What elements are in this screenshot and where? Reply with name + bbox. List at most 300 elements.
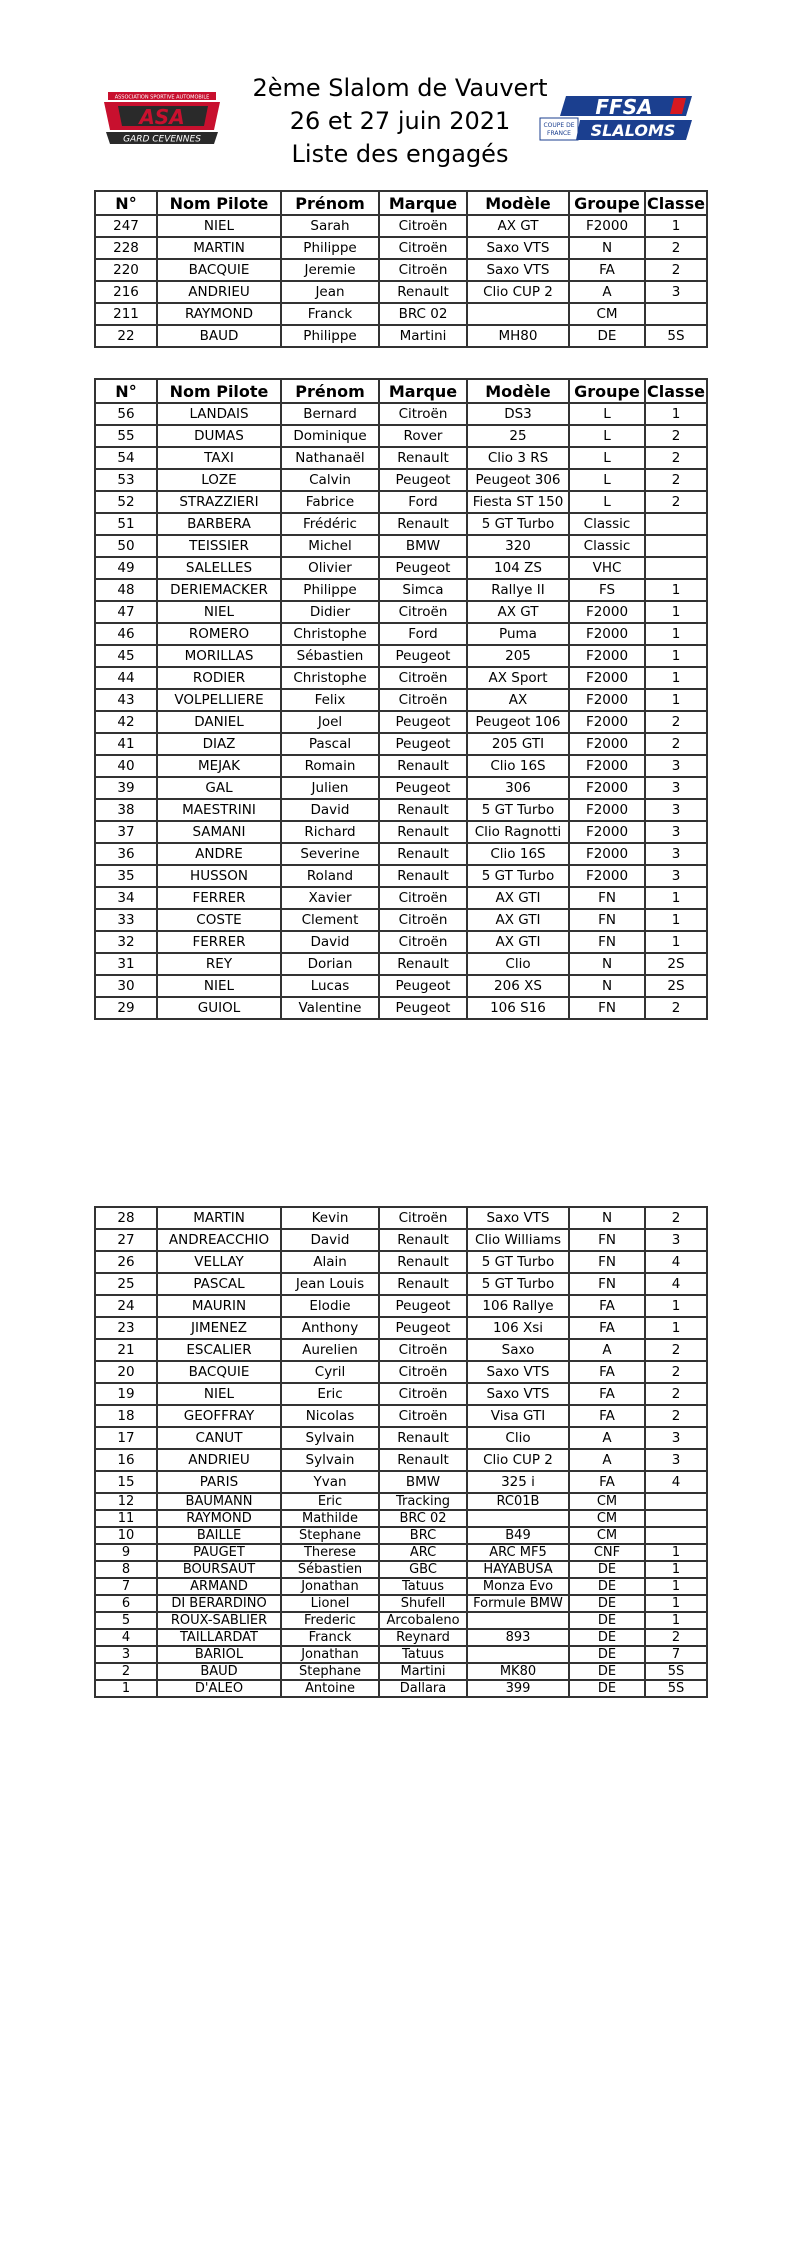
cell-nom-pilote: MAESTRINI [157, 799, 281, 821]
cell-modele: Monza Evo [467, 1578, 569, 1595]
cell-marque: Martini [379, 325, 467, 347]
cell-classe: 2S [645, 953, 707, 975]
cell-prenom: Valentine [281, 997, 379, 1019]
cell-modele: AX GT [467, 601, 569, 623]
cell-modele: Clio CUP 2 [467, 281, 569, 303]
cell-number: 37 [95, 821, 157, 843]
cell-classe: 3 [645, 1427, 707, 1449]
cell-groupe: FN [569, 1229, 645, 1251]
cell-classe: 2 [645, 1383, 707, 1405]
cell-classe: 1 [645, 1612, 707, 1629]
cell-prenom: Alain [281, 1251, 379, 1273]
cell-groupe: CM [569, 1493, 645, 1510]
cell-marque: Tatuus [379, 1646, 467, 1663]
cell-groupe: F2000 [569, 843, 645, 865]
table-row [95, 1527, 707, 1544]
cell-marque: Citroën [379, 1383, 467, 1405]
cell-groupe: DE [569, 1646, 645, 1663]
cell-number: 46 [95, 623, 157, 645]
cell-classe: 3 [645, 1229, 707, 1251]
cell-groupe: F2000 [569, 601, 645, 623]
cell-groupe: FN [569, 1273, 645, 1295]
cell-classe [645, 513, 707, 535]
cell-marque: Tracking [379, 1493, 467, 1510]
cell-classe [645, 1510, 707, 1527]
cell-classe: 1 [645, 887, 707, 909]
cell-modele: 320 [467, 535, 569, 557]
cell-classe: 2 [645, 711, 707, 733]
table-row [95, 909, 707, 931]
cell-marque: BMW [379, 1471, 467, 1493]
cell-nom-pilote: BAUD [157, 325, 281, 347]
cell-modele: ARC MF5 [467, 1544, 569, 1561]
cell-modele: HAYABUSA [467, 1561, 569, 1578]
table-row [95, 865, 707, 887]
cell-marque: Simca [379, 579, 467, 601]
cell-number: 3 [95, 1646, 157, 1663]
cell-number: 34 [95, 887, 157, 909]
cell-number: 27 [95, 1229, 157, 1251]
entries-table-1 [94, 190, 708, 348]
table-row [95, 777, 707, 799]
table-row [95, 997, 707, 1019]
table-row [95, 887, 707, 909]
table-row [95, 1595, 707, 1612]
cell-nom-pilote: BOURSAUT [157, 1561, 281, 1578]
table-row [95, 1339, 707, 1361]
cell-nom-pilote: CANUT [157, 1427, 281, 1449]
cell-groupe: DE [569, 1629, 645, 1646]
cell-prenom: Eric [281, 1383, 379, 1405]
table-row [95, 755, 707, 777]
cell-groupe: CNF [569, 1544, 645, 1561]
cell-modele: Clio [467, 1427, 569, 1449]
cell-prenom: Philippe [281, 237, 379, 259]
cell-modele: Saxo VTS [467, 259, 569, 281]
table-header-row [95, 379, 707, 403]
cell-number: 4 [95, 1629, 157, 1646]
cell-groupe: L [569, 469, 645, 491]
cell-classe: 2 [645, 1339, 707, 1361]
cell-modele [467, 303, 569, 325]
cell-number: 17 [95, 1427, 157, 1449]
cell-number: 54 [95, 447, 157, 469]
cell-groupe: DE [569, 325, 645, 347]
table-row [95, 645, 707, 667]
cell-marque: Peugeot [379, 997, 467, 1019]
cell-classe [645, 1493, 707, 1510]
cell-nom-pilote: FERRER [157, 931, 281, 953]
cell-marque: BMW [379, 535, 467, 557]
cell-classe: 7 [645, 1646, 707, 1663]
cell-groupe: FS [569, 579, 645, 601]
cell-marque: Tatuus [379, 1578, 467, 1595]
cell-marque: BRC 02 [379, 1510, 467, 1527]
cell-modele: Clio Ragnotti [467, 821, 569, 843]
cell-classe: 1 [645, 1544, 707, 1561]
cell-marque: Renault [379, 1427, 467, 1449]
cell-prenom: Fabrice [281, 491, 379, 513]
cell-nom-pilote: LANDAIS [157, 403, 281, 425]
cell-modele: 206 XS [467, 975, 569, 997]
table-row [95, 1405, 707, 1427]
cell-number: 19 [95, 1383, 157, 1405]
cell-nom-pilote: DUMAS [157, 425, 281, 447]
cell-marque: Ford [379, 491, 467, 513]
cell-groupe: VHC [569, 557, 645, 579]
cell-modele: AX Sport [467, 667, 569, 689]
cell-nom-pilote: ANDRIEU [157, 1449, 281, 1471]
cell-number: 36 [95, 843, 157, 865]
cell-marque: Peugeot [379, 645, 467, 667]
cell-nom-pilote: HUSSON [157, 865, 281, 887]
table-row [95, 1273, 707, 1295]
cell-prenom: Bernard [281, 403, 379, 425]
cell-prenom: Stephane [281, 1527, 379, 1544]
cell-groupe: F2000 [569, 755, 645, 777]
table-row [95, 259, 707, 281]
cell-classe: 3 [645, 777, 707, 799]
cell-groupe: DE [569, 1578, 645, 1595]
table-row [95, 623, 707, 645]
cell-classe: 2 [645, 425, 707, 447]
cell-groupe: FA [569, 1405, 645, 1427]
table-row [95, 403, 707, 425]
cell-nom-pilote: RAYMOND [157, 303, 281, 325]
cell-number: 35 [95, 865, 157, 887]
cell-number: 45 [95, 645, 157, 667]
cell-prenom: Christophe [281, 667, 379, 689]
logo-right-sub-text: SLALOMS [590, 121, 676, 140]
table-row [95, 667, 707, 689]
cell-prenom: Romain [281, 755, 379, 777]
cell-marque: Peugeot [379, 975, 467, 997]
table-row [95, 425, 707, 447]
cell-number: 16 [95, 1449, 157, 1471]
cell-classe: 1 [645, 601, 707, 623]
column-header-modele: Modèle [467, 191, 569, 215]
cell-nom-pilote: TAILLARDAT [157, 1629, 281, 1646]
cell-classe: 2 [645, 469, 707, 491]
cell-groupe: FA [569, 259, 645, 281]
cell-prenom: Roland [281, 865, 379, 887]
cell-prenom: Lionel [281, 1595, 379, 1612]
cell-prenom: Jeremie [281, 259, 379, 281]
cell-nom-pilote: GEOFFRAY [157, 1405, 281, 1427]
cell-nom-pilote: PARIS [157, 1471, 281, 1493]
cell-prenom: Olivier [281, 557, 379, 579]
cell-modele: 399 [467, 1680, 569, 1697]
table-row [95, 821, 707, 843]
column-header-modele: Modèle [467, 379, 569, 403]
cell-prenom: Severine [281, 843, 379, 865]
cell-marque: Ford [379, 623, 467, 645]
cell-marque: Dallara [379, 1680, 467, 1697]
cell-prenom: Cyril [281, 1361, 379, 1383]
table-row [95, 1471, 707, 1493]
cell-nom-pilote: MARTIN [157, 237, 281, 259]
table-row [95, 689, 707, 711]
cell-nom-pilote: GAL [157, 777, 281, 799]
cell-groupe: DE [569, 1595, 645, 1612]
cell-marque: Peugeot [379, 711, 467, 733]
column-header-groupe: Groupe [569, 191, 645, 215]
cell-marque: GBC [379, 1561, 467, 1578]
cell-nom-pilote: FERRER [157, 887, 281, 909]
cell-groupe: L [569, 425, 645, 447]
cell-classe [645, 535, 707, 557]
cell-classe: 3 [645, 281, 707, 303]
cell-nom-pilote: TEISSIER [157, 535, 281, 557]
cell-marque: Citroën [379, 1207, 467, 1229]
cell-marque: Renault [379, 843, 467, 865]
cell-modele: Saxo VTS [467, 1361, 569, 1383]
cell-classe: 2 [645, 1207, 707, 1229]
cell-nom-pilote: BAILLE [157, 1527, 281, 1544]
cell-number: 40 [95, 755, 157, 777]
cell-classe: 1 [645, 931, 707, 953]
cell-groupe: L [569, 403, 645, 425]
cell-marque: Reynard [379, 1629, 467, 1646]
cell-number: 47 [95, 601, 157, 623]
cell-classe: 2 [645, 997, 707, 1019]
cell-groupe: N [569, 1207, 645, 1229]
cell-number: 11 [95, 1510, 157, 1527]
cell-marque: Peugeot [379, 1295, 467, 1317]
cell-marque: Citroën [379, 601, 467, 623]
cell-nom-pilote: DI BERARDINO [157, 1595, 281, 1612]
cell-prenom: Elodie [281, 1295, 379, 1317]
table-row [95, 535, 707, 557]
cell-groupe: DE [569, 1663, 645, 1680]
cell-modele: Puma [467, 623, 569, 645]
cell-marque: Citroën [379, 931, 467, 953]
cell-modele: Fiesta ST 150 [467, 491, 569, 513]
cell-prenom: Julien [281, 777, 379, 799]
cell-prenom: Frédéric [281, 513, 379, 535]
cell-nom-pilote: NIEL [157, 975, 281, 997]
cell-number: 1 [95, 1680, 157, 1697]
cell-marque: Arcobaleno [379, 1612, 467, 1629]
cell-nom-pilote: RODIER [157, 667, 281, 689]
cell-nom-pilote: JIMENEZ [157, 1317, 281, 1339]
cell-marque: Martini [379, 1663, 467, 1680]
cell-number: 26 [95, 1251, 157, 1273]
cell-nom-pilote: VELLAY [157, 1251, 281, 1273]
cell-groupe: CM [569, 303, 645, 325]
cell-groupe: F2000 [569, 689, 645, 711]
cell-prenom: Joel [281, 711, 379, 733]
cell-prenom: Michel [281, 535, 379, 557]
cell-nom-pilote: NIEL [157, 1383, 281, 1405]
cell-prenom: Franck [281, 1629, 379, 1646]
cell-groupe: FN [569, 909, 645, 931]
cell-marque: Citroën [379, 1339, 467, 1361]
cell-marque: Renault [379, 865, 467, 887]
cell-groupe: A [569, 1449, 645, 1471]
cell-number: 25 [95, 1273, 157, 1295]
cell-classe: 4 [645, 1251, 707, 1273]
cell-marque: Citroën [379, 403, 467, 425]
cell-classe [645, 1527, 707, 1544]
cell-nom-pilote: DANIEL [157, 711, 281, 733]
cell-classe: 3 [645, 755, 707, 777]
cell-classe: 1 [645, 403, 707, 425]
cell-nom-pilote: ANDREACCHIO [157, 1229, 281, 1251]
cell-number: 21 [95, 1339, 157, 1361]
list-title: Liste des engagés [291, 140, 509, 168]
cell-number: 20 [95, 1361, 157, 1383]
table-row [95, 579, 707, 601]
cell-nom-pilote: TAXI [157, 447, 281, 469]
cell-nom-pilote: MEJAK [157, 755, 281, 777]
table-row [95, 843, 707, 865]
cell-modele: RC01B [467, 1493, 569, 1510]
cell-nom-pilote: VOLPELLIERE [157, 689, 281, 711]
cell-classe: 2 [645, 259, 707, 281]
cell-classe: 5S [645, 1680, 707, 1697]
cell-number: 220 [95, 259, 157, 281]
asa-gard-cevennes-logo [100, 90, 224, 146]
cell-classe: 2 [645, 1361, 707, 1383]
cell-groupe: L [569, 491, 645, 513]
cell-modele: B49 [467, 1527, 569, 1544]
table-row [95, 799, 707, 821]
cell-marque: Renault [379, 1449, 467, 1471]
cell-prenom: Philippe [281, 579, 379, 601]
cell-classe: 2 [645, 447, 707, 469]
cell-classe: 1 [645, 1578, 707, 1595]
cell-nom-pilote: LOZE [157, 469, 281, 491]
cell-number: 6 [95, 1595, 157, 1612]
table-row [95, 1383, 707, 1405]
logo-right-small-text2: FRANCE [547, 130, 571, 137]
cell-groupe: Classic [569, 535, 645, 557]
cell-number: 5 [95, 1612, 157, 1629]
cell-prenom: Calvin [281, 469, 379, 491]
cell-modele: 25 [467, 425, 569, 447]
cell-number: 39 [95, 777, 157, 799]
cell-number: 38 [95, 799, 157, 821]
table-row [95, 491, 707, 513]
column-header-prenom: Prénom [281, 379, 379, 403]
cell-groupe: F2000 [569, 645, 645, 667]
cell-classe: 1 [645, 909, 707, 931]
column-header-classe: Classe [645, 191, 707, 215]
cell-prenom: Sarah [281, 215, 379, 237]
cell-modele: Peugeot 306 [467, 469, 569, 491]
cell-classe [645, 303, 707, 325]
ffsa-slaloms-logo [536, 94, 694, 144]
cell-groupe: F2000 [569, 623, 645, 645]
cell-marque: Renault [379, 755, 467, 777]
table-row [95, 447, 707, 469]
cell-nom-pilote: ANDRIEU [157, 281, 281, 303]
cell-nom-pilote: ESCALIER [157, 1339, 281, 1361]
cell-groupe: FA [569, 1317, 645, 1339]
cell-modele [467, 1612, 569, 1629]
table-row [95, 601, 707, 623]
cell-prenom: Pascal [281, 733, 379, 755]
cell-prenom: Jean Louis [281, 1273, 379, 1295]
cell-groupe: A [569, 1427, 645, 1449]
logo-right-small-text1: COUPE DE [543, 122, 575, 129]
cell-modele [467, 1646, 569, 1663]
cell-marque: BRC [379, 1527, 467, 1544]
cell-marque: Renault [379, 447, 467, 469]
cell-number: 28 [95, 1207, 157, 1229]
cell-prenom: Richard [281, 821, 379, 843]
cell-groupe: A [569, 1339, 645, 1361]
cell-number: 55 [95, 425, 157, 447]
cell-number: 211 [95, 303, 157, 325]
cell-prenom: David [281, 931, 379, 953]
cell-number: 10 [95, 1527, 157, 1544]
table-row [95, 215, 707, 237]
cell-prenom: Antoine [281, 1680, 379, 1697]
cell-marque: Peugeot [379, 557, 467, 579]
cell-number: 31 [95, 953, 157, 975]
entries-table-3 [94, 1206, 708, 1698]
table-row [95, 557, 707, 579]
cell-classe: 3 [645, 1449, 707, 1471]
cell-marque: Shufell [379, 1595, 467, 1612]
cell-nom-pilote: DIAZ [157, 733, 281, 755]
cell-modele: AX GTI [467, 909, 569, 931]
cell-number: 29 [95, 997, 157, 1019]
cell-classe: 4 [645, 1471, 707, 1493]
cell-prenom: Frederic [281, 1612, 379, 1629]
cell-marque: Renault [379, 799, 467, 821]
cell-nom-pilote: ROMERO [157, 623, 281, 645]
cell-groupe: FN [569, 1251, 645, 1273]
entries-table-2 [94, 378, 708, 1020]
cell-groupe: CM [569, 1527, 645, 1544]
table-row [95, 1317, 707, 1339]
cell-number: 32 [95, 931, 157, 953]
cell-number: 247 [95, 215, 157, 237]
table-row [95, 237, 707, 259]
cell-nom-pilote: D'ALEO [157, 1680, 281, 1697]
cell-nom-pilote: ARMAND [157, 1578, 281, 1595]
cell-number: 15 [95, 1471, 157, 1493]
cell-modele: Clio 16S [467, 843, 569, 865]
cell-classe: 1 [645, 645, 707, 667]
cell-number: 49 [95, 557, 157, 579]
cell-groupe: FN [569, 997, 645, 1019]
cell-groupe: F2000 [569, 865, 645, 887]
cell-prenom: Eric [281, 1493, 379, 1510]
cell-classe: 2S [645, 975, 707, 997]
cell-classe: 2 [645, 491, 707, 513]
table-row [95, 1427, 707, 1449]
cell-marque: BRC 02 [379, 303, 467, 325]
table-row [95, 1663, 707, 1680]
cell-nom-pilote: BACQUIE [157, 1361, 281, 1383]
cell-prenom: Nicolas [281, 1405, 379, 1427]
cell-groupe: F2000 [569, 733, 645, 755]
table-row [95, 281, 707, 303]
cell-prenom: Didier [281, 601, 379, 623]
cell-groupe: F2000 [569, 711, 645, 733]
cell-prenom: Xavier [281, 887, 379, 909]
cell-nom-pilote: ANDRE [157, 843, 281, 865]
cell-prenom: Sylvain [281, 1427, 379, 1449]
table-row [95, 1295, 707, 1317]
cell-groupe: FA [569, 1383, 645, 1405]
cell-nom-pilote: NIEL [157, 601, 281, 623]
cell-nom-pilote: STRAZZIERI [157, 491, 281, 513]
